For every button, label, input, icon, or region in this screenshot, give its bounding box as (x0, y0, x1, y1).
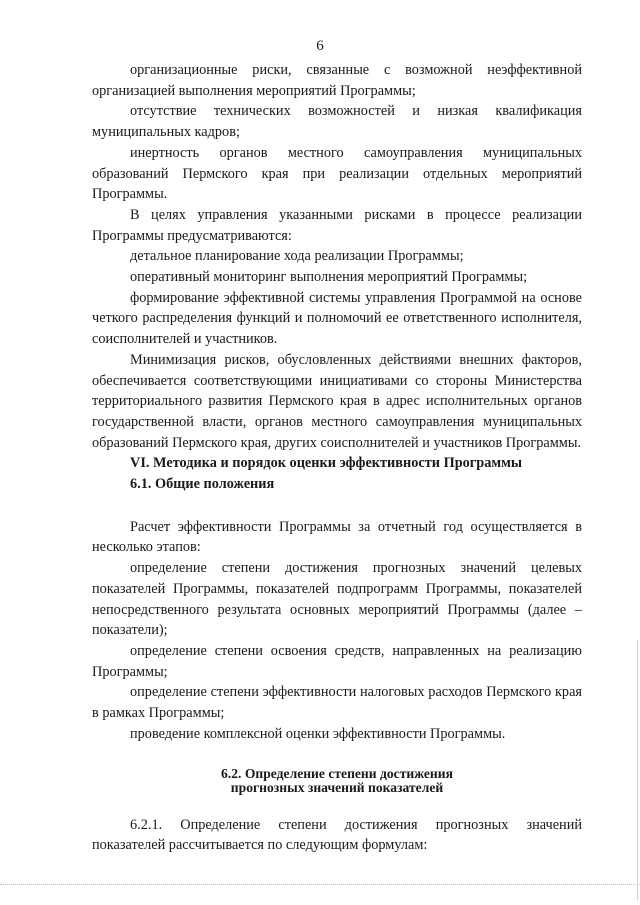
page-number: 6 (316, 38, 324, 54)
paragraph-stage-funds: определение степени освоения средств, направленных на реализацию Программы; (92, 642, 582, 680)
paragraph-management-system: формирование эффективной системы управления Программой на основе четкого распределения функций и полномочий ее ответственного исполнителя, соисполнителей и участников. (92, 289, 582, 348)
paragraph-risk-management-intro: В целях управления указанными рисками в процессе реализации Программы предусматриваются: (92, 206, 582, 244)
section-heading: VI. Методика и порядок оценки эффективности Программы (130, 455, 523, 472)
paragraph-stage-tax: определение степени эффективности налоговых расходов Пермского края в рамках Программы; (92, 684, 582, 722)
paragraph-risk-minimization: Минимизация рисков, обусловленных действиями внешних факторов, обеспечивается соответствующими инициативами со стороны Министерства территориального развития Пермского края в адрес исполнительных органов государственной власти, органов местного самоуправления муниципальных образований Пермского края, других соисполнителей и участников Программы. (92, 351, 582, 451)
subsection-heading-6-1: 6.1. Общие положения (130, 476, 275, 493)
page-bottom-edge (0, 884, 640, 885)
subsection-heading-6-2-line2: прогнозных значений показателей (230, 779, 444, 795)
paragraph-risk-organizational: организационные риски, связанные с возможной неэффективной организацией выполнения мероприятий Программы; (92, 62, 582, 99)
paragraph-6-2-1: 6.2.1. Определение степени достижения прогнозных значений показателей рассчитывается по следующим формулам: (92, 816, 582, 854)
paragraph-risk-technical: отсутствие технических возможностей и низкая квалификация муниципальных кадров; (92, 103, 582, 141)
paragraph-detailed-planning: детальное планирование хода реализации Программы; (130, 248, 464, 265)
paragraph-stage-targets: определение степени достижения прогнозных значений целевых показателей Программы, показателей подпрограмм Программы, показателей непосредственного результата основных мероприятий Программы (далее – показатели); (92, 560, 582, 639)
paragraph-calculation-intro: Расчет эффективности Программы за отчетный год осуществляется в несколько этапов: (92, 518, 582, 556)
paragraph-risk-inertness: инертность органов местного самоуправления муниципальных образований Пермского края при реализации отдельных мероприятий Программы. (92, 144, 582, 203)
paragraph-operational-monitoring: оперативный мониторинг выполнения мероприятий Программы; (130, 269, 528, 286)
paragraph-stage-complex: проведение комплексной оценки эффективности Программы. (130, 725, 506, 742)
scan-edge-line (637, 640, 638, 900)
subsection-heading-6-2 (92, 767, 582, 795)
subsection-heading-6-2-line1: 6.2. Определение степени достижения (221, 765, 453, 781)
document-body (92, 60, 582, 856)
